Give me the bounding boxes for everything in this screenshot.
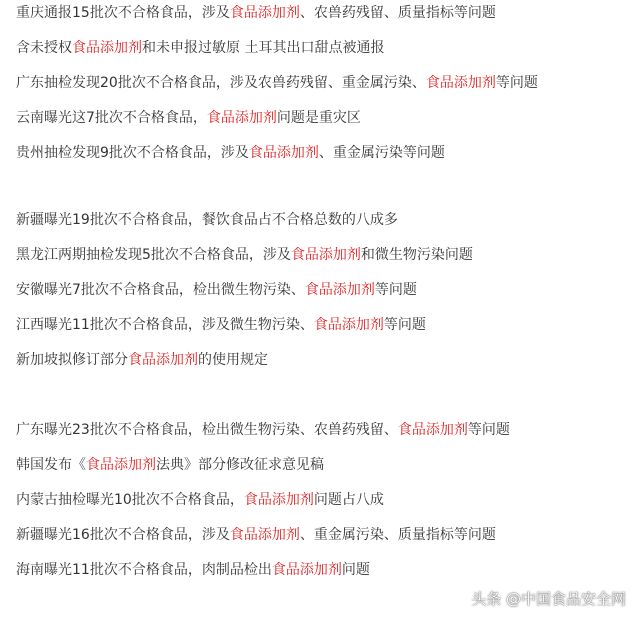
highlight-keyword: 食品添加剂 <box>313 317 384 333</box>
headline-link[interactable] <box>16 280 417 300</box>
highlight-keyword: 食品添加剂 <box>229 527 300 543</box>
headline-link[interactable] <box>16 3 496 23</box>
headline-text: 广东曝光23批次不合格食品，检出微生物污染、农兽药残留、 <box>16 422 398 438</box>
highlight-keyword: 食品添加剂 <box>206 110 277 126</box>
headline-link[interactable] <box>16 560 370 580</box>
headline-link[interactable] <box>16 315 426 335</box>
headline-link[interactable] <box>16 245 473 265</box>
watermark: 头条 @中国食品安全网 <box>471 590 626 608</box>
highlight-keyword: 食品添加剂 <box>72 40 142 56</box>
headline-text: 黑龙江两期抽检发现5批次不合格食品，涉及 <box>16 247 291 263</box>
headline-link[interactable] <box>16 38 384 58</box>
highlight-keyword: 食品添加剂 <box>128 352 198 368</box>
headline-text: 等问题 <box>383 317 426 333</box>
highlight-keyword: 食品添加剂 <box>243 492 314 508</box>
headline-text: 新疆曝光16批次不合格食品，涉及 <box>16 527 230 543</box>
headline-text: 和微生物污染问题 <box>360 247 473 263</box>
headline-link[interactable] <box>16 143 445 163</box>
headline-text: 等问题 <box>374 282 417 298</box>
headline-text: 、重金属污染、质量指标等问题 <box>299 527 496 543</box>
highlight-keyword: 食品添加剂 <box>248 145 319 161</box>
headline-link[interactable] <box>16 210 398 230</box>
highlight-keyword: 食品添加剂 <box>229 5 300 21</box>
headline-text: 、重金属污染等问题 <box>318 145 445 161</box>
highlight-keyword: 食品添加剂 <box>397 422 468 438</box>
headline-text: 云南曝光这7批次不合格食品， <box>16 110 207 126</box>
headline-text: 内蒙古抽检曝光10批次不合格食品， <box>16 492 244 508</box>
headline-text: 江西曝光11批次不合格食品，涉及微生物污染、 <box>16 317 314 333</box>
headline-text: 广东抽检发现20批次不合格食品，涉及农兽药残留、重金属污染、 <box>16 75 426 91</box>
headline-text: 贵州抽检发现9批次不合格食品，涉及 <box>16 145 249 161</box>
headline-link[interactable] <box>16 108 361 128</box>
headline-text: 问题 <box>341 562 370 578</box>
headline-text: 问题占八成 <box>313 492 384 508</box>
headline-link[interactable] <box>16 455 324 475</box>
headline-link[interactable] <box>16 420 510 440</box>
headline-text: 含未授权 <box>16 40 72 56</box>
headline-text: 法典》部分修改征求意见稿 <box>156 457 324 473</box>
highlight-keyword: 食品添加剂 <box>290 247 361 263</box>
headline-link[interactable] <box>16 525 496 545</box>
highlight-keyword: 食品添加剂 <box>425 75 496 91</box>
headline-text: 和未申报过敏原 土耳其出口甜点被通报 <box>142 40 385 56</box>
headline-text: 新加坡拟修订部分 <box>16 352 128 368</box>
headline-link[interactable] <box>16 490 384 510</box>
highlight-keyword: 食品添加剂 <box>271 562 342 578</box>
headline-link[interactable] <box>16 350 268 370</box>
headline-text: 重庆通报15批次不合格食品，涉及 <box>16 5 230 21</box>
headline-text: 新疆曝光19批次不合格食品，餐饮食品占不合格总数的八成多 <box>16 212 398 228</box>
highlight-keyword: 食品添加剂 <box>86 457 156 473</box>
highlight-keyword: 食品添加剂 <box>304 282 375 298</box>
headline-text: 安徽曝光7批次不合格食品，检出微生物污染、 <box>16 282 305 298</box>
headline-link[interactable] <box>16 73 538 93</box>
headline-text: 等问题 <box>467 422 510 438</box>
headline-text: 等问题 <box>495 75 538 91</box>
headline-text: 韩国发布《 <box>16 457 86 473</box>
headline-text: 问题是重灾区 <box>276 110 361 126</box>
headline-text: 的使用规定 <box>198 352 268 368</box>
headline-text: 、农兽药残留、质量指标等问题 <box>299 5 496 21</box>
headline-text: 海南曝光11批次不合格食品，肉制品检出 <box>16 562 272 578</box>
